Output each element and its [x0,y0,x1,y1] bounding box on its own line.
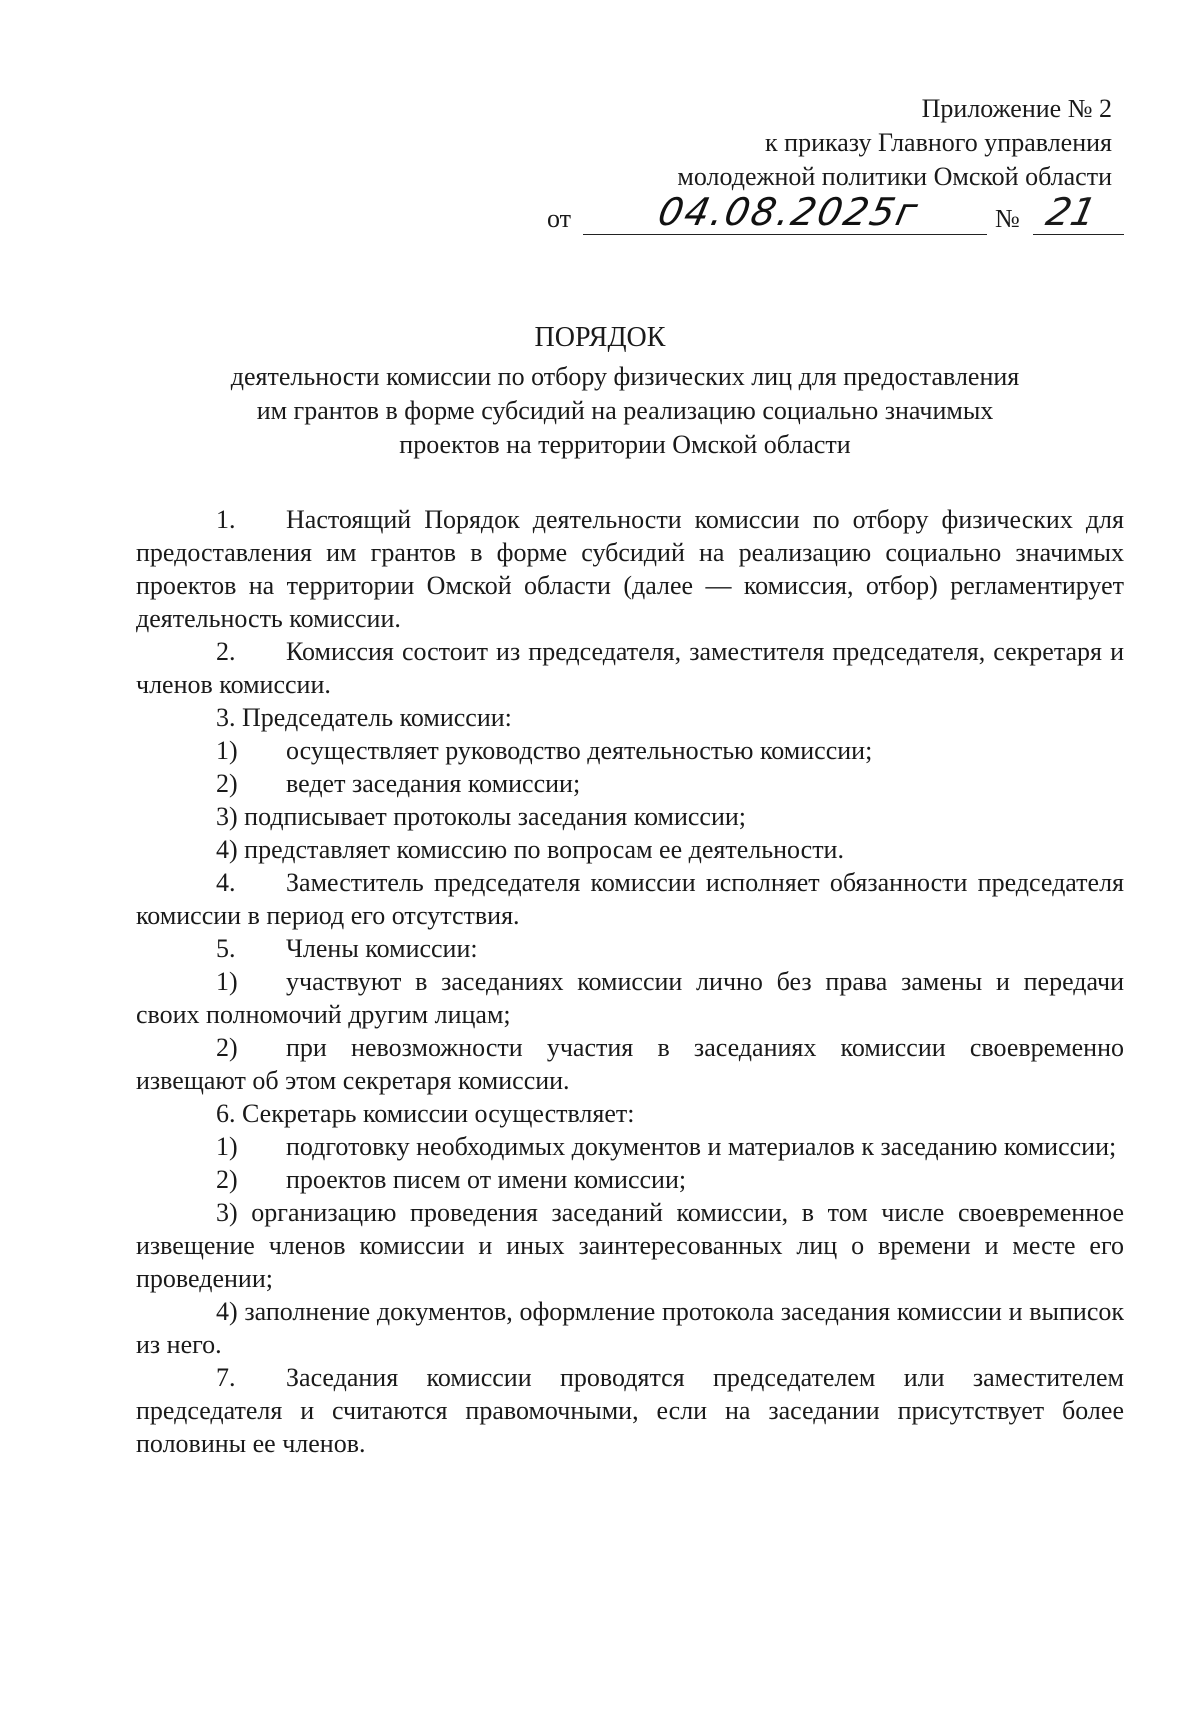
paragraph: 2. Комиссия состоит из председателя, заместителя председателя, секретаря и членов комиссии. [136,637,1124,699]
paragraph: 3) подписывает протоколы заседания комиссии; [216,802,747,831]
subtitle-line: деятельности комиссии по отбору физических лиц для предоставления [230,362,1020,391]
paragraph: 1. Настоящий Порядок деятельности комиссии по отбору физических для предоставления им грантов в форме субсидий на реализацию социально значимых проектов на территории Омской области (далее — комиссия, отбор) регламентирует деятельность комиссии. [136,505,1124,633]
paragraph: 2) при невозможности участия в заседаниях комиссии своевременно извещают об этом секретаря комиссии. [136,1033,1124,1095]
paragraph: 6. Секретарь комиссии осуществляет: [216,1099,635,1128]
paragraph: 5. Члены комиссии: [216,934,478,963]
paragraph: 4) представляет комиссию по вопросам ее деятельности. [216,835,844,864]
subtitle-line: проектов на территории Омской области [399,430,851,459]
paragraph: 7. Заседания комиссии проводятся председателем или заместителем председателя и считаются правомочными, если на заседании присутствует более половины ее членов. [136,1363,1124,1458]
paragraph: 4) заполнение документов, оформление протокола заседания комиссии и выписок из него. [136,1297,1124,1359]
number-label: № [995,204,1020,233]
date-number-line [547,190,1124,234]
paragraph: 2) проектов писем от имени комиссии; [216,1165,687,1194]
paragraph: 1) подготовку необходимых документов и материалов к заседанию комиссии; [216,1132,1117,1161]
document-subtitle [150,360,1100,462]
subtitle-line: им грантов в форме субсидий на реализацию социально значимых [256,396,994,425]
document-body [136,503,1124,1460]
paragraph: 1) осуществляет руководство деятельностью комиссии; [216,736,873,765]
paragraph: 1) участвуют в заседаниях комиссии лично без права замены и передачи своих полномочий другим лицам; [136,967,1124,1029]
handwritten-number: 21 [1042,190,1101,234]
appendix-block [677,92,1112,194]
paragraph: 3. Председатель комиссии: [216,703,512,732]
paragraph: 4. Заместитель председателя комиссии исполняет обязанности председателя комиссии в период его отсутствия. [136,868,1124,930]
document-title: ПОРЯДОК [534,322,666,353]
paragraph: 3) организацию проведения заседаний комиссии, в том числе своевременное извещение членов комиссии и иных заинтересованных лиц о времени и месте его проведении; [136,1198,1124,1293]
date-underline [583,234,987,235]
appendix-line-2: к приказу Главного управления [765,128,1112,157]
from-label: от [547,204,572,233]
number-underline [1033,234,1124,235]
appendix-line-3: молодежной политики Омской области [677,162,1112,191]
paragraph: 2) ведет заседания комиссии; [216,769,581,798]
handwritten-date: 04.08.2025г [654,190,924,234]
appendix-line-1: Приложение № 2 [921,94,1112,123]
